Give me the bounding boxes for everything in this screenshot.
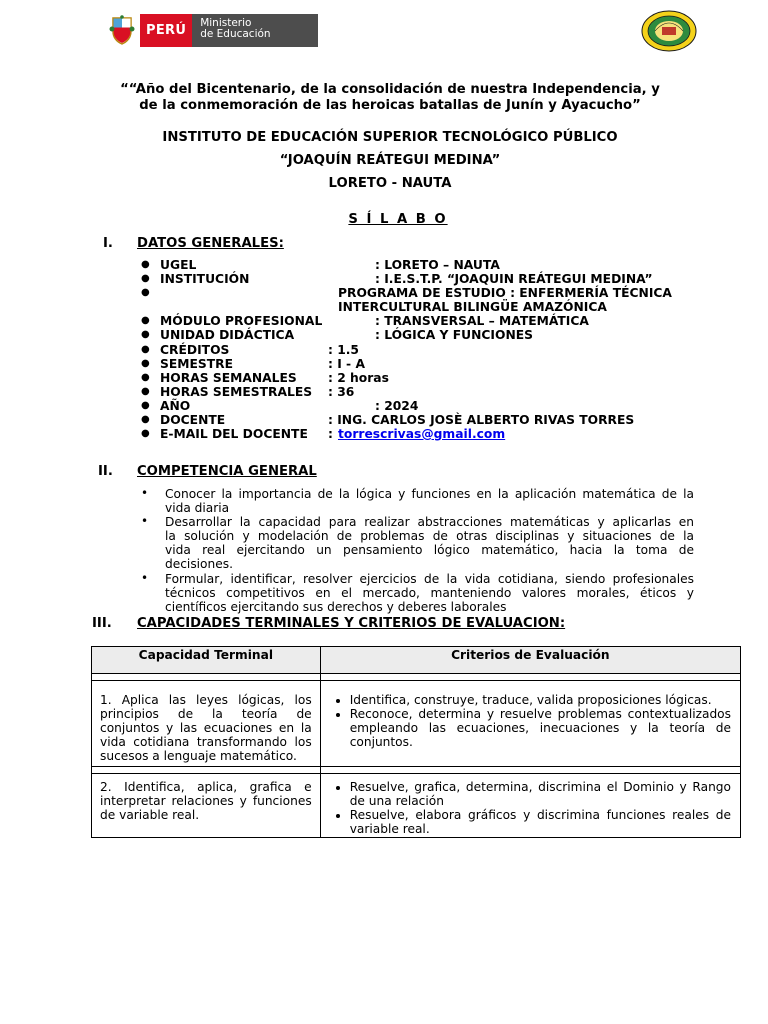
competencia-item-3-line-2: técnicos competitivos en el mercado, manteniendo valores morales, éticos y xyxy=(165,586,694,600)
horas-semestrales-label: HORAS SEMESTRALES xyxy=(160,385,313,399)
peru-coat-of-arms-icon xyxy=(104,14,140,47)
document-title: S Í L A B O xyxy=(348,212,448,227)
institucion-label: INSTITUCIÓN xyxy=(160,272,250,286)
bullet-icon: • xyxy=(141,486,149,500)
bullet-icon: ● xyxy=(141,273,150,284)
capacidad-cell: 1. Aplica las leyes lógicas, los principios de la teoría de conjuntos y las ecuaciones en la vida cotidiana transformando los sucesos a lenguaje matemático. xyxy=(92,681,321,767)
competencia-item-2-line-3: vida real ejercitando un pensamiento lógico matemático, hacia la toma de xyxy=(165,543,694,557)
creditos-label: CRÉDITOS xyxy=(160,343,230,357)
competencia-item-2-line-2: la solución y modelación de problemas de otras disciplinas y situaciones de la xyxy=(165,529,694,543)
unidad-label: UNIDAD DIDÁCTICA xyxy=(160,328,295,342)
competencia-item-3 xyxy=(165,572,694,614)
section-2-number: II. xyxy=(98,464,113,479)
peru-label: PERÚ xyxy=(140,14,192,47)
bullet-icon: ● xyxy=(141,315,150,326)
programa-line-1: PROGRAMA DE ESTUDIO : ENFERMERÍA TÉCNICA xyxy=(338,286,672,300)
modulo-label: MÓDULO PROFESIONAL xyxy=(160,314,323,328)
bullet-icon: ● xyxy=(141,386,150,397)
section-1-number: I. xyxy=(103,236,113,251)
horas-semanales-value: : 2 horas xyxy=(328,371,389,385)
anio-value: : 2024 xyxy=(375,399,419,413)
table-header-row xyxy=(92,647,741,674)
bullet-icon: ● xyxy=(141,372,150,383)
table-header-criterios: Criterios de Evaluación xyxy=(320,647,740,674)
anio-label: AÑO xyxy=(160,399,191,413)
capacidades-table xyxy=(91,646,741,838)
ugel-value: : LORETO – NAUTA xyxy=(375,258,500,272)
bullet-icon: ● xyxy=(141,428,150,439)
email-label: E-MAIL DEL DOCENTE xyxy=(160,427,308,441)
semestre-value: : I - A xyxy=(328,357,365,371)
capacidad-cell: 2. Identifica, aplica, grafica e interpretar relaciones y funciones de variable real. xyxy=(92,774,321,838)
table-row xyxy=(92,681,741,767)
table-spacer-row xyxy=(92,674,741,681)
criterios-cell xyxy=(320,774,740,838)
horas-semanales-label: HORAS SEMANALES xyxy=(160,371,297,385)
year-motto-line-1: ““Año del Bicentenario, de la consolidación de nuestra Independencia, y xyxy=(120,82,660,97)
ministry-label xyxy=(192,14,318,47)
criterio-item: • Resuelve, grafica, determina, discrimina el Dominio y Rango de una relación xyxy=(350,780,731,808)
criterio-item: • Identifica, construye, traduce, valida proposiciones lógicas. xyxy=(350,693,731,707)
institucion-value: : I.E.S.T.P. “JOAQUIN REÁTEGUI MEDINA” xyxy=(375,272,653,286)
competencia-item-2 xyxy=(165,515,694,571)
table-row xyxy=(92,774,741,838)
bullet-icon: ● xyxy=(141,329,150,340)
table-spacer-row xyxy=(92,767,741,774)
competencia-item-2-line-4: decisiones. xyxy=(165,557,233,571)
institute-name: INSTITUTO DE EDUCACIÓN SUPERIOR TECNOLÓGICO PÚBLICO xyxy=(162,130,618,145)
competencia-item-3-line-1: Formular, identificar, resolver ejercicios de la vida cotidiana, siendo profesionales xyxy=(165,572,694,586)
criterio-item: • Reconoce, determina y resuelve problemas contextualizados empleando las ecuaciones, inecuaciones y la teoría de conjuntos. xyxy=(350,707,731,749)
competencia-item-1-line-2: vida diaria xyxy=(165,501,230,515)
bullet-icon: ● xyxy=(141,344,150,355)
criterio-item: • Resuelve, elabora gráficos y discrimina funciones reales de variable real. xyxy=(350,808,731,836)
competencia-item-1 xyxy=(165,487,694,515)
ministry-line-2: de Educación xyxy=(200,28,271,40)
competencia-item-3-line-3: científicos ejercitando sus derechos y deberes laborales xyxy=(165,600,507,614)
creditos-value: : 1.5 xyxy=(328,343,359,357)
table-header-capacidad: Capacidad Terminal xyxy=(92,647,321,674)
bullet-icon: ● xyxy=(141,414,150,425)
section-1-title: DATOS GENERALES: xyxy=(137,236,284,251)
docente-label: DOCENTE xyxy=(160,413,226,427)
institute-location: LORETO - NAUTA xyxy=(328,176,452,191)
bullet-icon: ● xyxy=(141,287,150,298)
ugel-label: UGEL xyxy=(160,258,197,272)
competencia-item-2-line-1: Desarrollar la capacidad para realizar abstracciones matemáticas y aplicarlas en xyxy=(165,515,694,529)
modulo-value: : TRANSVERSAL – MATEMÁTICA xyxy=(375,314,589,328)
bullet-icon: ● xyxy=(141,358,150,369)
year-motto-line-2: de la conmemoración de las heroicas batallas de Junín y Ayacucho” xyxy=(139,98,641,113)
institute-subname: “JOAQUÍN REÁTEGUI MEDINA” xyxy=(279,153,501,168)
institute-seal-icon xyxy=(641,10,697,52)
section-3-number: III. xyxy=(92,616,112,631)
bullet-icon: • xyxy=(141,514,149,528)
bullet-icon: • xyxy=(141,571,149,585)
bullet-icon: ● xyxy=(141,400,150,411)
horas-semestrales-value: : 36 xyxy=(328,385,355,399)
programa-line-2: INTERCULTURAL BILINGÜE AMAZÓNICA xyxy=(338,300,607,314)
semestre-label: SEMESTRE xyxy=(160,357,234,371)
section-3-title: CAPACIDADES TERMINALES Y CRITERIOS DE EVALUACION: xyxy=(137,616,566,631)
email-link[interactable]: torrescrivas@gmail.com xyxy=(338,427,506,441)
unidad-value: : LÓGICA Y FUNCIONES xyxy=(375,328,534,342)
docente-value: : ING. CARLOS JOSÈ ALBERTO RIVAS TORRES xyxy=(328,413,635,427)
email-separator: : xyxy=(328,427,333,441)
bullet-icon: ● xyxy=(141,259,150,270)
competencia-item-1-line-1: Conocer la importancia de la lógica y funciones en la aplicación matemática de la xyxy=(165,487,694,501)
criterios-cell xyxy=(320,681,740,767)
ministry-line-1: Ministerio xyxy=(200,17,252,29)
minedu-logo xyxy=(104,14,318,47)
section-2-title: COMPETENCIA GENERAL xyxy=(137,464,317,479)
